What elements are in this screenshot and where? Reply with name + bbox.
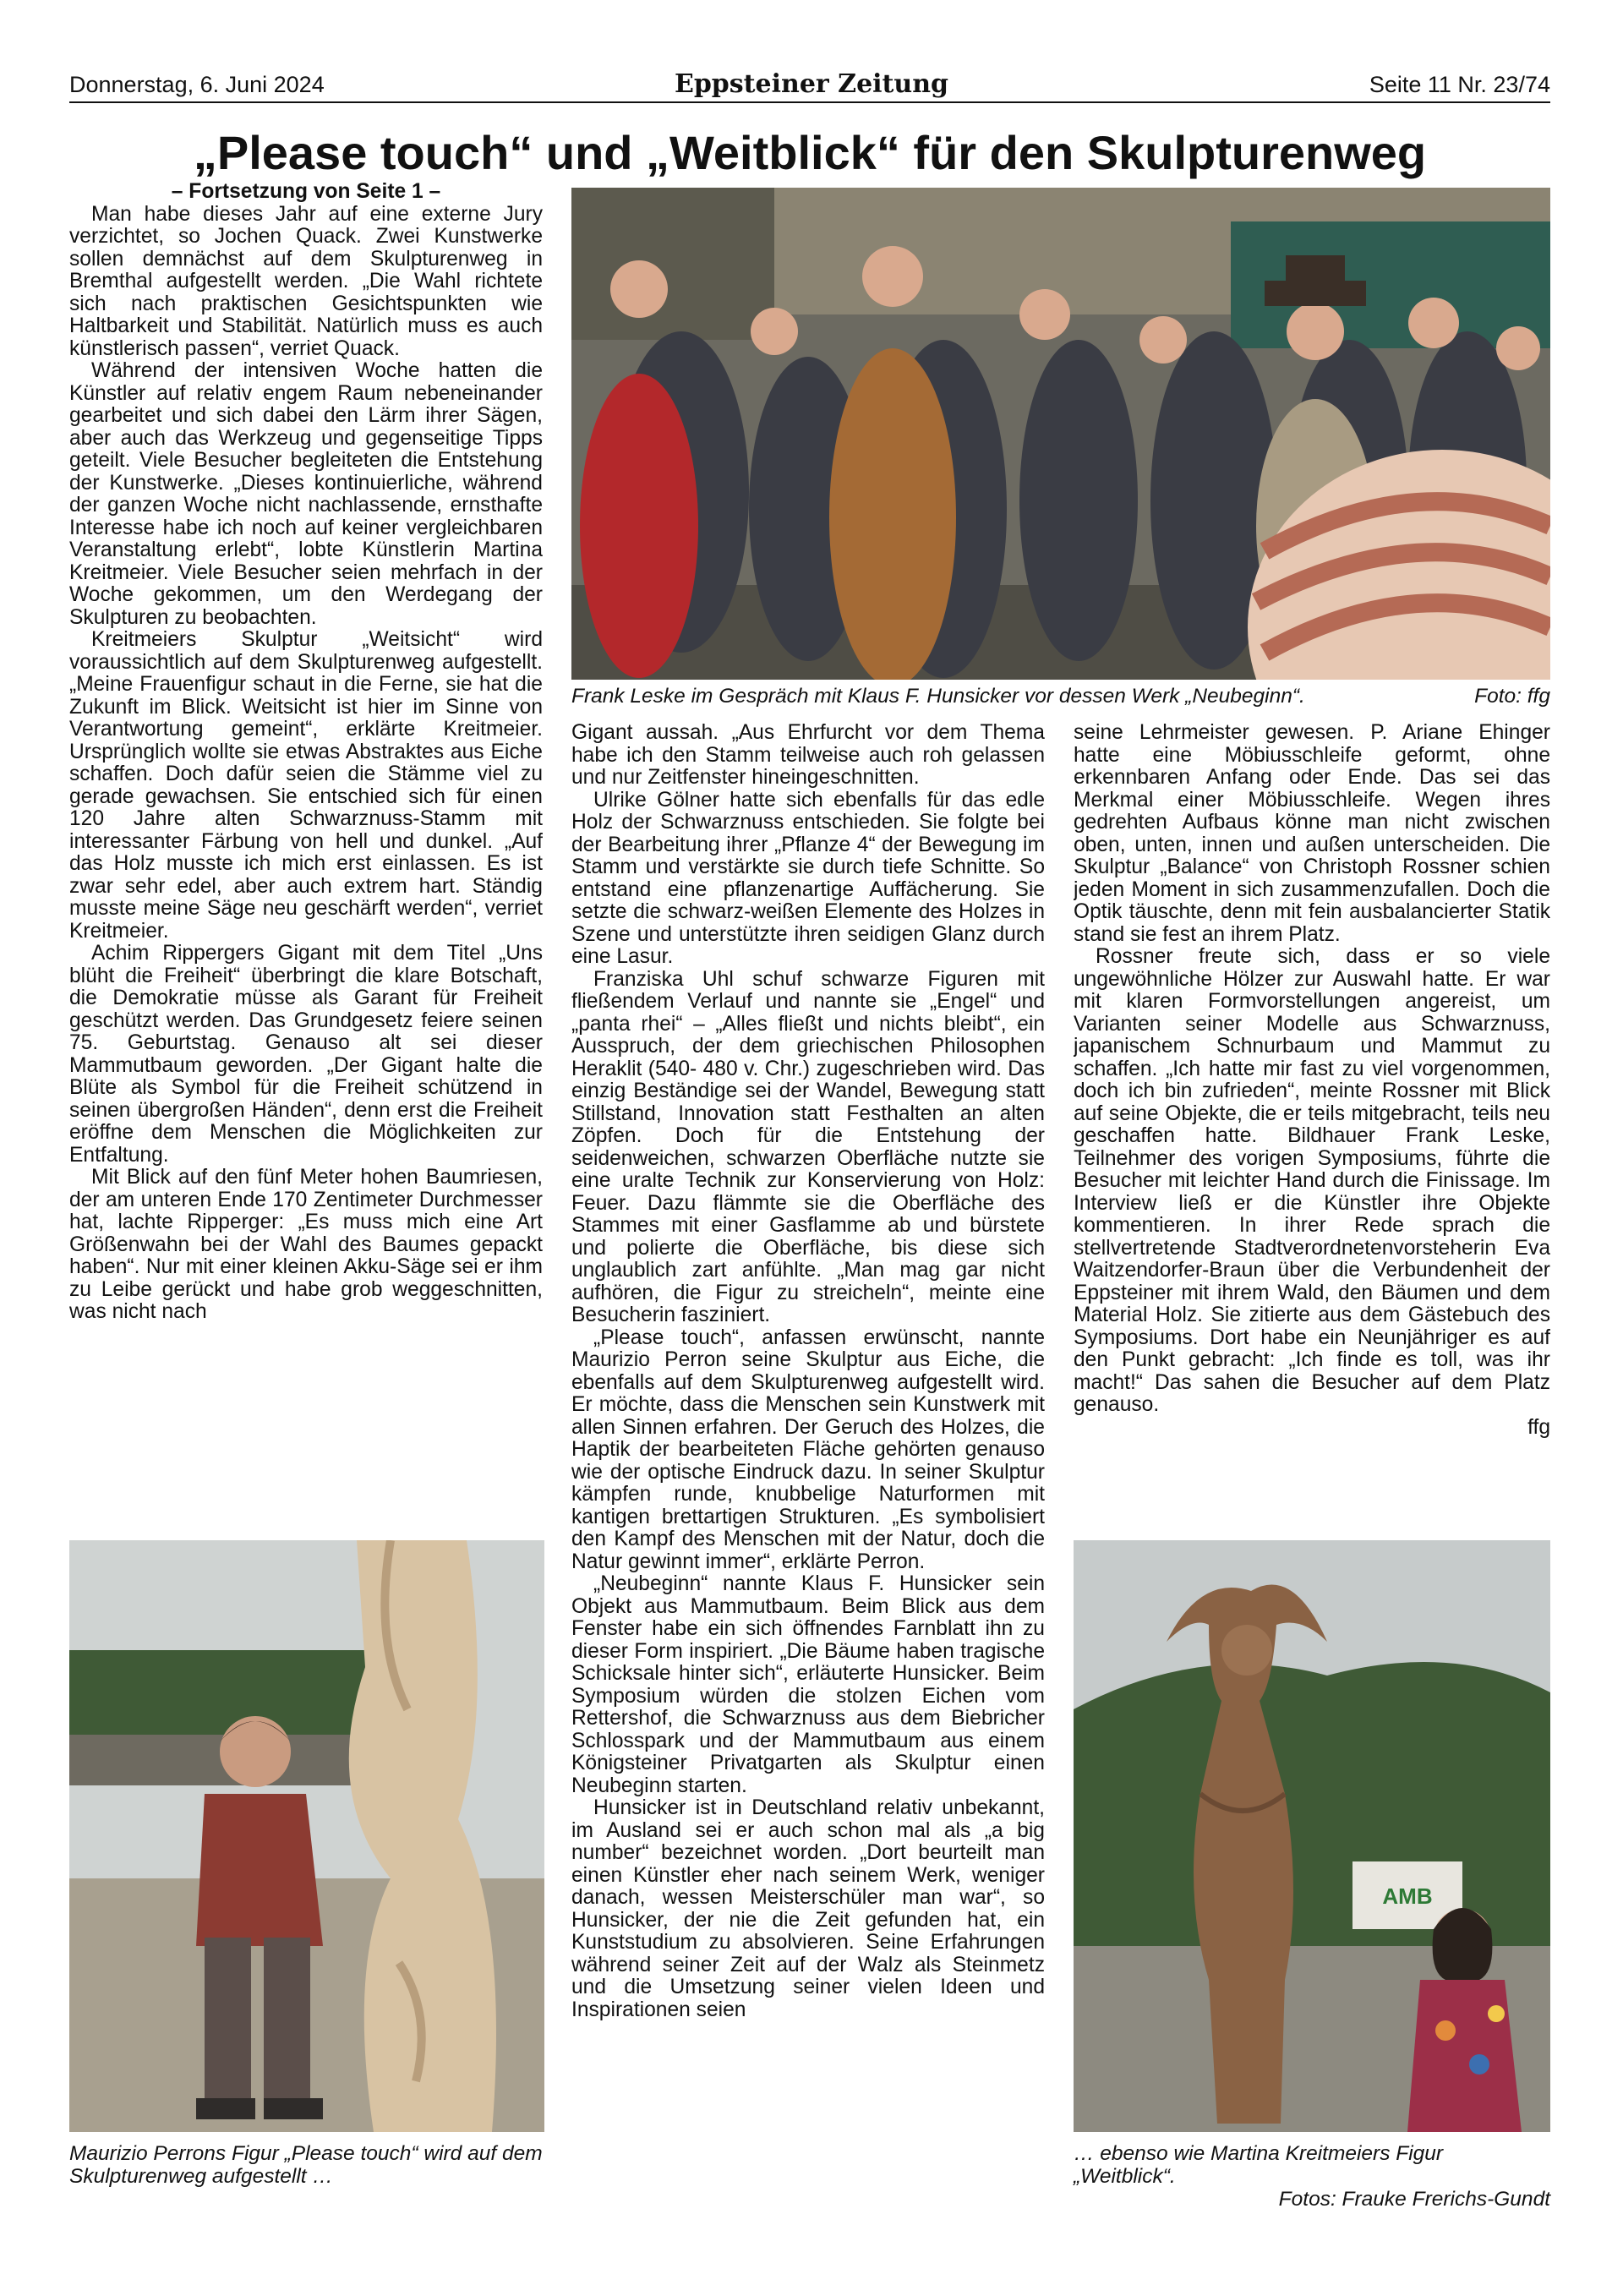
article-column-2 bbox=[571, 722, 1045, 2286]
paragraph: Rossner freute sich, dass er so viele ungewöhnliche Hölzer zur Auswahl hatte. Er war mit klaren Formvorstellungen angereist, um Varianten seiner Modelle aus Schwarznuss, japanischem Schnurbaum und Mammut zu schaffen. „Ich hatte mir fast zu viel vorgenommen, doch ich bin zufrieden“, meinte Rossner mit Blick auf seine Objekte, die er teils mitgebracht, teils neu geschaffen hatte. Bildhauer Frank Leske, Teilnehmer des vorigen Symposiums, führte die Besucher mit leichter Hand durch die Finissage. Im Interview ließ er die Künstler ihre Objekte kommentieren. In ihrer Rede sprach die stellvertretende Stadtverordnetenvorsteherin Eva Waitzendorfer-Braun über die Verbundenheit der Eppsteiner mit ihrem Wald, den Bäumen und dem Material Holz. Sie zitierte aus dem Gästebuch des Symposiums. Dort habe ein Neunjähriger es auf den Punkt gebracht: „Ich finde es toll, was ihr macht!“ Das sahen die Besucher auf dem Platz genauso. bbox=[1074, 945, 1550, 1416]
page-number: Seite 11 Nr. 23/74 bbox=[1369, 72, 1550, 97]
paragraph: Achim Rippergers Gigant mit dem Titel „Uns blüht die Freiheit“ überbringt die klare Botschaft, die Demokratie müsse als Garant für Freiheit geschützt werden. Das Grundgesetz feiere seinen 75. Geburtstag. Genauso alt sei dieser Mammutbaum geworden. „Der Gigant halte die Blüte als Symbol für die Freiheit schützend in seinen übergroßen Händen“, denn erst die Freiheit eröffne dem Menschen die Möglichkeiten zur Entfaltung. bbox=[69, 942, 543, 1167]
photo-perron-caption: Maurizio Perrons Figur „Please touch“ wird auf dem Skulpturenweg aufgestellt … bbox=[69, 2142, 543, 2188]
photo-credit: Foto: ffg bbox=[1474, 685, 1550, 708]
header-rule bbox=[69, 101, 1550, 103]
paragraph: Gigant aussah. „Aus Ehrfurcht vor dem Thema habe ich den Stamm teilweise auch roh gelassen und nur Zeitfenster hineingeschnitten. bbox=[571, 722, 1045, 789]
photo-crowd bbox=[571, 188, 1550, 680]
paragraph: Mit Blick auf den fünf Meter hohen Baumriesen, der am unteren Ende 170 Zentimeter Durchmesser hat, lachte Ripperger: „Es muss mich eine Art Größenwahn bei der Wahl des Baumes gepackt haben“. Nur mit einer kleinen Akku-Säge sei er ihm zu Leibe gerückt und habe grob weggeschnitten, was nicht nach bbox=[69, 1166, 543, 1323]
paragraph: Ulrike Gölner hatte sich ebenfalls für das edle Holz der Schwarznuss entschieden. Sie folgte bei der Bearbeitung ihrer „Pflanze 4“ der Bewegung im Stamm und verstärkte sie durch tiefe Schnitte. So entstand eine pflanzenartige Auffächerung. Sie setzte die schwarz-weißen Elemente des Holzes in Szene und unterstützte ihren seidigen Glanz durch eine Lasur. bbox=[571, 788, 1045, 968]
article-headline: „Please touch“ und „Weitblick“ für den Skulpturenweg bbox=[193, 126, 1427, 179]
paragraph: seine Lehrmeister gewesen. P. Ariane Ehinger hatte eine Möbiusschleife geformt, ohne erkennbaren Anfang oder Ende. Das sei das Merkmal einer Möbiusschleife. Wegen ihres gedrehten Aufbaus könne man nicht zwischen oben, unten, innen und außen unterscheiden. Die Skulptur „Balance“ von Christoph Rossner schien jeden Moment in sich zusammenzufallen. Doch die Optik täuschte, denn mit fein ausbalancierter Statik stand sie fest an ihrem Platz. bbox=[1074, 722, 1550, 946]
caption-text: Frank Leske im Gespräch mit Klaus F. Hunsicker vor dessen Werk „Neubeginn“. bbox=[571, 685, 1305, 708]
paragraph: „Please touch“, anfassen erwünscht, nannte Maurizio Perron seine Skulptur aus Eiche, die ebenfalls auf dem Skulpturenweg aufgestellt wird. Er möchte, dass die Menschen sein Kunstwerk mit allen Sinnen erfahren. Der Geruch des Holzes, die Haptik der bearbeiteten Fläche gehörten genauso wie der optische Eindruck dazu. In seiner Skulptur kämpfen runde, knubbelige Naturformen mit kantigen brettartigen Strukturen. „Es symbolisiert den Kampf des Menschen mit der Natur, doch die Natur gewinnt immer“, erklärte Perron. bbox=[571, 1326, 1045, 1573]
photo-perron bbox=[69, 1540, 544, 2132]
kreitmeier-image bbox=[1074, 1540, 1550, 2132]
masthead: Eppsteiner Zeitung bbox=[674, 69, 949, 99]
paragraph: Franziska Uhl schuf schwarze Figuren mit fließendem Verlauf und nannte sie „Engel“ und „panta rhei“ – „Alles fließt und nichts bleibt“, ein Ausspruch, der dem griechischen Philosophen Heraklit (540- 480 v. Chr.) zugeschrieben wird. Das einzig Beständige sei der Wandel, Bewegung statt Stillstand, Innovation statt Festhalten an alten Zöpfen. Doch für die Entstehung der seidenweichen, schwarzen Oberfläche nutzte sie eine uralte Technik zur Konservierung von Holz: Feuer. Dazu flämmte sie die Oberfläche des Stammes mit einer Gasflamme ab und bürstete und polierte die Oberfläche, bis diese sich unglaublich zart anfühlte. „Man mag gar nicht aufhören, die Figur zu streicheln“, meinte eine Besucherin fasziniert. bbox=[571, 967, 1045, 1326]
paragraph: Man habe dieses Jahr auf eine externe Jury verzichtet, so Jochen Quack. Zwei Kunstwerke sollen demnächst auf dem Skulpturenweg in Bremthal aufgestellt werden. „Die Wahl richtete sich nach praktischen Gesichtspunkten wie Haltbarkeit und Stabilität. Natürlich muss es auch künstlerisch passen“, verriet Quack. bbox=[69, 202, 543, 360]
photo-credit: Fotos: Frauke Frerichs-Gundt bbox=[1278, 2188, 1550, 2211]
paragraph: Hunsicker ist in Deutschland relativ unbekannt, im Ausland sei er auch schon mal als „a big number“ bezeichnet worden. „Dort beurteilt man einen Künstler eher nach seinem Werk, weniger danach, wessen Meisterschüler man war“, so Hunsicker, der nie die Zeit gefunden hat, ein Kunststudium zu absolvieren. Seine Erfahrungen während seiner Zeit auf der Walz als Steinmetz und die Umsetzung seiner vielen Ideen und Inspirationen seien bbox=[571, 1796, 1045, 2021]
caption-text: … ebenso wie Martina Kreitmeiers Figur „Weitblick“. bbox=[1074, 2142, 1444, 2188]
photo-kreitmeier bbox=[1074, 1540, 1550, 2132]
issue-date: Donnerstag, 6. Juni 2024 bbox=[69, 72, 325, 97]
author-signature: ffg bbox=[1527, 1415, 1550, 1439]
article-column-3 bbox=[1074, 722, 1550, 1525]
sign-text: AMB bbox=[1382, 1883, 1433, 1909]
continuation-note: – Fortsetzung von Seite 1 – bbox=[171, 181, 441, 203]
photo-crowd-caption bbox=[571, 685, 1550, 708]
paragraph: Während der intensiven Woche hatten die Künstler auf relativ engem Raum nebeneinander gearbeitet und sich dabei den Lärm ihrer Sägen, aber auch das Werkzeug und gegenseitige Tipps geteilt. Viele Besucher begleiteten die Entstehung der Kunstwerke. „Dieses kontinuierliche, während der ganzen Woche nicht nachlassende, ernsthafte Interesse habe ich noch auf keiner vergleichbaren Veranstaltung erlebt“, lobte Künstlerin Martina Kreitmeier. Viele Besucher seien mehrfach in der Woche gekommen, um den Werdegang der Skulpturen zu beobachten. bbox=[69, 359, 543, 629]
article-column-1 bbox=[69, 181, 543, 1515]
paragraph: Kreitmeiers Skulptur „Weitsicht“ wird voraussichtlich auf dem Skulpturenweg aufgestellt. „Meine Frauenfigur schaut in die Ferne, sie hat die Zukunft im Blick. Weitsicht ist hier im Sinne von Verantwortung gemeint“, erklärte Kreitmeier. Ursprünglich wollte sie etwas Abstraktes aus Eiche schaffen. Doch dafür seien die Stämme viel zu gerade gewachsen. Sie entschied sich für einen 120 Jahre alten Schwarznuss-Stamm mit interessanter Färbung von hell und dunkel. „Auf das Holz musste ich mich erst einlassen. Es ist zwar sehr edel, aber auch extrem hart. Ständig musste meine Säge neu geschärft werden“, verriet Kreitmeier. bbox=[69, 628, 543, 943]
photo-kreitmeier-caption bbox=[1074, 2142, 1550, 2211]
paragraph: „Neubeginn“ nannte Klaus F. Hunsicker sein Objekt aus Mammutbaum. Beim Blick aus dem Fenster habe ein sich öffnendes Farnblatt ihn zu dieser Form inspiriert. „Die Bäume haben tragische Schicksale hinter sich“, erläuterte Hunsicker. Beim Symposium würden die stolzen Eichen vom Rettershof, die Schwarznuss aus dem Biebricher Schlosspark und der Mammutbaum aus einem Königsteiner Privatgarten als Skulptur einen Neubeginn starten. bbox=[571, 1572, 1045, 1797]
perron-image bbox=[69, 1540, 544, 2132]
crowd-image bbox=[571, 188, 1550, 680]
